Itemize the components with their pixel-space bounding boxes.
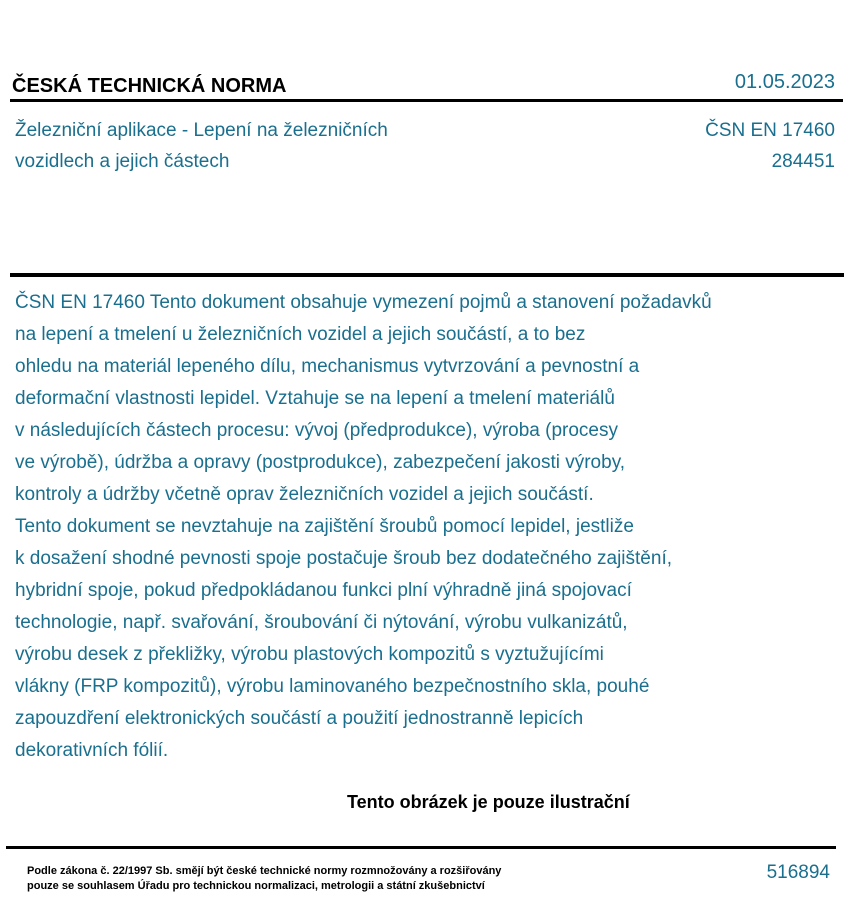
abstract-line: kontroly a údržby včetně oprav železničních vozidel a jejich součástí. (15, 484, 594, 505)
abstract-line: zapouzdření elektronických součástí a použití jednostranně lepicích (15, 708, 584, 729)
abstract-line: v následujících částech procesu: vývoj (předprodukce), výroba (procesy (15, 420, 618, 441)
abstract-line: k dosažení shodné pevnosti spoje postačuje šroub bez dodatečného zajištění, (15, 548, 673, 569)
illustration-note: Tento obrázek je pouze ilustrační (347, 792, 630, 812)
subject-title-line: Železniční aplikace - Lepení na železničních (15, 120, 388, 141)
abstract-line: Tento dokument se nevztahuje na zajištění šroubů pomocí lepidel, jestliže (15, 516, 634, 537)
subject-title-line: vozidlech a jejich částech (15, 151, 230, 172)
bottom-divider (6, 846, 836, 849)
abstract-line: ohledu na materiál lepeného dílu, mechanismus vytvrzování a pevnostní a (15, 356, 640, 377)
abstract-line: vlákny (FRP kompozitů), výrobu laminovaného bezpečnostního skla, pouhé (15, 676, 650, 697)
standard-designation: ČSN EN 17460 (705, 120, 835, 141)
abstract-line: deformační vlastnosti lepidel. Vztahuje se na lepení a tmelení materiálů (15, 388, 615, 409)
abstract-line: ČSN EN 17460 Tento dokument obsahuje vymezení pojmů a stanovení požadavků (15, 292, 712, 313)
legal-notice (27, 864, 501, 894)
abstract-text (15, 287, 712, 767)
legal-notice-line: pouze se souhlasem Úřadu pro technickou normalizaci, metrologii a státní zkušebnictví (27, 880, 485, 892)
document-number: 516894 (766, 862, 830, 883)
subject-title (15, 115, 388, 177)
standard-type-heading: ČESKÁ TECHNICKÁ NORMA (12, 75, 287, 97)
abstract-line: na lepení a tmelení u železničních vozidel a jejich součástí, a to bez (15, 324, 586, 345)
standard-codes (705, 115, 835, 177)
abstract-line: ve výrobě), údržba a opravy (postprodukce), zabezpečení jakosti výroby, (15, 452, 626, 473)
legal-notice-line: Podle zákona č. 22/1997 Sb. smějí být české technické normy rozmnožovány a rozšiřovány (27, 865, 502, 877)
abstract-line: hybridní spoje, pokud předpokládanou funkci plní výhradně jiná spojovací (15, 580, 632, 601)
issue-date: 01.05.2023 (734, 71, 835, 93)
middle-divider (10, 273, 844, 277)
abstract-line: dekorativních fólií. (15, 740, 169, 761)
top-divider (10, 99, 843, 102)
classification-code: 284451 (771, 151, 835, 172)
abstract-line: výrobu desek z překližky, výrobu plastových kompozitů s vyztužujícími (15, 644, 604, 665)
abstract-line: technologie, např. svařování, šroubování či nýtování, výrobu vulkanizátů, (15, 612, 628, 633)
